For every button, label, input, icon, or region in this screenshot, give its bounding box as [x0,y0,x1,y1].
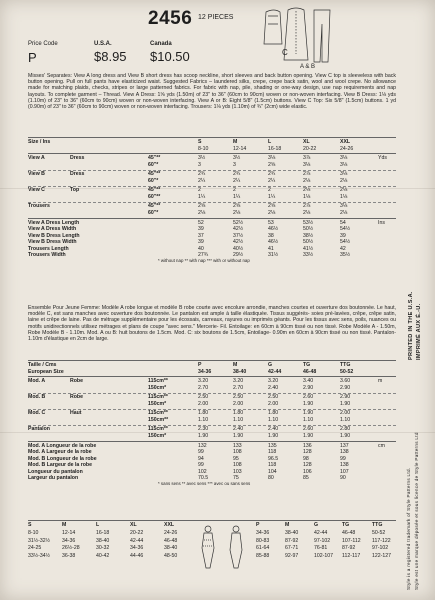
body-measure-value: 38-40 [164,545,178,551]
view-name: Mod. C [28,410,46,416]
pattern-number: 2456 [148,8,193,29]
size-code: XXL [340,139,351,145]
yardage-value: 2⅝ [268,203,276,209]
view-letters-ab: A & B [300,64,316,70]
body-measure-value: 92-97 [285,552,299,559]
yardage-value: 3⅛ [268,155,276,161]
fabric-width: 115cm** [148,410,168,416]
yardage-value: 2⅛ [340,178,348,184]
yardage-value: 3.60 [340,378,351,384]
yardage-value: 2⅛ [340,187,348,193]
yardage-value: 3.40 [303,378,314,384]
body-measure-value: 20-22 [130,530,144,536]
yardage-value: 3⅛ [340,171,348,177]
measure-label: View B Dress Width [28,239,77,246]
body-measure-value: 112-117 [342,552,361,559]
fabric-width: 60"* [148,162,159,168]
canada-label: Canada [150,41,172,47]
size-range: 12-14 [233,146,247,152]
yardage-value: 1.90 [233,433,244,439]
measure-value: 52½ [233,220,244,226]
yardage-value: 2¼ [198,178,206,184]
measure-value: 106 [303,468,312,475]
price-code-label: Price Code [28,41,58,47]
measure-value: 99 [340,455,346,462]
body-measure-value: 33½-34½ [28,552,50,559]
printed-in-usa: PRINTED IN THE U.S.A. [408,291,414,360]
body-measurement-chart [28,520,396,590]
body-measure-value: 87-92 [342,545,356,551]
yardage-value: 2.00 [198,401,209,407]
body-measure-value: 36-38 [62,552,76,559]
measure-value: 41 [268,245,274,252]
yardage-value: 3½ [233,155,241,161]
measure-value: 53 [268,220,274,226]
garment-name: Dress [70,155,85,161]
size-code: XXL [164,522,175,528]
body-measure-value: 107-112 [342,537,361,544]
fabric-width: 115cm** [148,378,168,384]
size-range: 34-36 [198,369,212,375]
yardage-value: 2⅝ [198,203,206,209]
top-back-drawing [264,10,282,44]
fabric-width: 45"** [148,203,161,209]
garment-name: Robe [70,378,83,384]
yardage-value: 2 [268,187,271,193]
view-name: View A [28,155,45,161]
unit: m [378,378,383,384]
view-name: Trousers [28,203,50,209]
yardage-value: 2.90 [340,394,351,400]
measure-label: Mod. B Longueur de la robe [28,455,97,462]
body-measure-value: 16-18 [96,530,110,536]
yardage-value: 2.60 [303,426,314,432]
size-code: P [198,362,202,368]
pieces-count: 12 PIECES [198,14,234,21]
yardage-value: 2⅞ [303,171,311,177]
size-code: M [233,362,238,368]
fabric-width: 115cm** [148,394,168,400]
fabric-width: 60"* [148,210,159,216]
yardage-value: 1⅛ [303,194,311,200]
measure-value: 39 [198,239,204,246]
measure-value: 118 [268,449,277,456]
body-measure-value: 26½-28 [62,545,80,551]
yardage-value: 2.40 [268,385,279,391]
table-rule [28,360,396,361]
view-name: Pantalon [28,426,50,432]
measure-value: 46½ [268,226,279,233]
measure-value: 42½ [233,226,244,233]
measure-value: 132 [198,443,207,449]
nap-note: * without nap ** with nap *** with or without nap [158,258,250,264]
body-measure-value: 34-36 [130,545,144,551]
garment-name: Top [70,187,80,193]
yardage-value: 3 [233,162,236,168]
measure-value: 42½ [233,239,244,246]
french-metrage-table [28,360,396,515]
size-code: XL [303,139,310,145]
marque-note: Style est une marque déposée et sous licence de Style Patterns Ltd [414,432,419,590]
yardage-value: 1.80 [233,410,244,416]
measure-label: Mod. B Largeur de la robe [28,462,92,469]
fabric-width: 150cm* [148,433,167,439]
body-measure-value: 102-107 [314,552,334,559]
fabric-width: 150cm* [148,401,167,407]
measure-value: 102 [198,468,207,475]
yardage-value: 2.30 [198,426,209,432]
measure-label: Largeur du pantalon [28,475,79,481]
yardage-value: 2 [198,187,201,193]
yardage-value: 2.40 [268,426,279,432]
measure-value: 38½ [303,232,314,239]
yardage-value: 2 [233,187,236,193]
measure-value: 94 [198,455,204,462]
yardage-value: 2.90 [340,385,351,391]
unit: Yds [378,155,387,161]
view-letter-c: C [282,48,288,57]
measure-value: 40 [198,245,204,252]
yardage-value: 2.50 [268,394,279,400]
garment-line-drawings [262,4,380,68]
measure-value: 52 [198,220,204,226]
size-range: 16-18 [268,146,282,152]
table-rule [28,153,396,154]
body-measure-value: 61-64 [256,545,270,551]
yardage-value: 2⅝ [233,203,241,209]
table-rule [28,137,396,138]
measure-value: 33½ [303,252,314,258]
nap-note: * sans sens ** avec sens *** avec ou sans sens [158,481,251,487]
measure-value: 138 [340,462,349,469]
body-measure-value: 46-48 [164,537,178,544]
view-name: View C [28,187,45,193]
yardage-value: 1.90 [340,433,351,439]
body-measure-value: 34-36 [62,537,76,544]
size-range: 24-26 [340,146,354,152]
measure-value: 53½ [303,220,314,226]
measure-label: Trousers Width [28,252,66,258]
measure-value: 29½ [233,252,244,258]
measure-value: 35½ [340,252,351,258]
size-code: M [62,522,67,528]
measure-value: 41½ [303,245,314,252]
measure-value: 128 [303,449,312,456]
yardage-value: 2¼ [233,178,241,184]
garment-name: Dress [70,171,85,177]
measure-value: 54 [340,220,346,226]
measure-value: 104 [268,468,277,475]
unit: cm [378,443,385,449]
measure-value: 39 [340,232,346,239]
size-code: P [256,522,260,528]
measure-value: 99 [198,462,204,469]
body-measure-value: 97-102 [314,537,331,544]
yardage-value: 1.90 [198,433,209,439]
measure-value: 50½ [303,239,314,246]
body-measure-value: 44-46 [130,552,144,559]
yardage-value: 2⅞ [303,203,311,209]
size-range: 20-22 [303,146,317,152]
yardage-value: 2.70 [198,385,209,391]
measure-value: 39 [198,226,204,233]
measure-value: 108 [233,462,242,469]
yardage-value: 1.10 [340,417,351,423]
size-range: 38-40 [233,369,247,375]
body-measure-value: 67-71 [285,545,299,551]
measure-label: Mod. A Longueur de la robe [28,443,97,449]
yardage-value: 3.20 [268,378,279,384]
body-measure-value: 80-83 [256,537,270,544]
measure-value: 90 [340,475,346,481]
french-description: Ensemble Pour Jeune Femme: Modèle A robe longue et modèle B robe courte avec encolure arrondie, manches courtes et ouverture dos boutonnée. Le haut, modèle C, est sans manches avec ouverture dos boutonnée. Le pantalon est ample à taille élastiquée. Tissus suggérés- soies pré-lavées, crêpe, crêpe satin, laine et crêpe de laine. Pas de métrage supplémentaire pour les écossais, carreaux, rayures ou imprimés géants. Pour les tissus avec sens, poils, nuances ou motifs unidirectionnels utilisez métrages et plans de coupe "avec sens." Mercerie- Fil. Entoilage: en 60cm à 90cm tissé ou non tissé. Robe Modèle A - 1.50m, Robe Modèle B - 1.10m. Mod. A ou B: huit boutons de 1.5cm. Mod. C: six boutons de 1.5cm, Entoilage- 0.90m en 60cm à 90cm tissé ou non tissé. Pantalon- 1.10m d'élastique en 2cm de large. [28,305,396,343]
yardage-value: 1.80 [198,410,209,416]
measure-value: 138 [340,449,349,456]
size-code: S [28,522,32,528]
measure-value: 108 [233,449,242,456]
body-figure-icons [196,524,256,570]
measure-value: 95 [233,455,239,462]
english-yardage-table [28,137,396,307]
size-code: TG [342,522,350,528]
trousers-drawing [314,10,330,62]
body-measure-value: 42-44 [130,537,144,544]
size-range: 50-52 [340,369,354,375]
yardage-value: 2⅛ [340,210,348,216]
garment-name: Haut [70,410,82,416]
yardage-value: 3½ [198,155,206,161]
measure-label: View A Dress Length [28,220,80,226]
yardage-value: 2.00 [340,410,351,416]
size-code: M [233,139,238,145]
yardage-value: 2.50 [198,394,209,400]
view-name: View B [28,171,45,177]
yardage-value: 2.60 [303,394,314,400]
yardage-value: 2⅛ [303,178,311,184]
body-measure-value: 12-14 [62,530,76,536]
size-code: XL [130,522,137,528]
measure-value: 31½ [268,252,279,258]
size-code: L [268,139,272,145]
measure-value: 80 [268,475,274,481]
body-measure-value: 117-122 [372,537,391,544]
measure-value: 103 [233,468,242,475]
yardage-value: 2.70 [233,385,244,391]
measure-value: 128 [303,462,312,469]
measure-value: 37½ [233,232,244,239]
body-measure-value: 40-42 [96,552,110,559]
yardage-value: 2¼ [268,178,276,184]
table-rule [28,520,396,521]
unit: Ins [378,220,385,226]
size-range: 46-48 [303,369,317,375]
size-range: 8-10 [198,146,209,152]
body-measure-value: 46-48 [342,530,356,536]
measure-value: 98 [303,455,309,462]
size-code: L [96,522,100,528]
size-code: S [198,139,202,145]
measure-value: 40½ [233,245,244,252]
fabric-width: 45"** [148,171,161,177]
measure-label: Longueur du pantalon [28,468,83,475]
yardage-value: 2.90 [303,385,314,391]
body-measure-value: 24-25 [28,545,42,551]
yardage-value: 3 [198,162,201,168]
body-measure-value: 8-10 [28,530,39,536]
yardage-value: 2¾ [268,171,276,177]
table-rule [28,441,396,442]
fabric-width: 60"** [148,194,161,200]
body-measure-value: 30-32 [96,545,110,551]
imprime-aux-eu: IMPRIMÉ AUX É.-U. [416,303,422,360]
body-measure-value: 48-50 [164,552,178,559]
yardage-value: 1.80 [268,410,279,416]
yardage-value: 2.00 [268,401,279,407]
size-label: Size / Ins [28,139,51,145]
body-measure-value: 50-52 [372,530,386,536]
eu-size-label: European Size [28,369,64,375]
yardage-value: 3⅞ [303,155,311,161]
yardage-value: 3⅛ [303,162,311,168]
size-code: M [285,522,290,528]
measure-value: 38 [268,232,274,239]
body-measure-value: 34-36 [256,530,270,536]
size-code: G [268,362,273,368]
yardage-value: 1.90 [268,433,279,439]
body-measure-value: 38-40 [96,537,110,544]
measure-value: 133 [233,443,242,449]
fabric-width: 45"** [148,155,161,161]
body-measure-value: 87-92 [285,537,299,544]
measure-value: 99 [198,449,204,456]
body-measure-value: 85-88 [256,552,270,559]
yardage-value: 3⅛ [340,155,348,161]
yardage-value: 1.90 [340,401,351,407]
yardage-value: 2⅛ [233,210,241,216]
body-measure-value: 31½-32½ [28,537,50,544]
yardage-value: 1⅛ [340,194,348,200]
measure-value: 54½ [340,226,351,233]
size-code: G [314,522,319,528]
body-measure-value: 42-44 [314,530,328,536]
body-measure-value: 38-40 [285,530,299,536]
measure-value: 107 [340,468,349,475]
fabric-width: 150cm* [148,385,167,391]
body-measure-value: 76-81 [314,545,328,551]
measure-value: 118 [268,462,277,469]
canada-price: $10.50 [150,49,190,64]
measure-value: 136 [303,443,312,449]
yardage-value: 1.10 [233,417,244,423]
view-name: Mod. A [28,378,46,384]
measure-value: 46½ [268,239,279,246]
measure-value: 85 [303,475,309,481]
yardage-value: 3.20 [233,378,244,384]
measure-value: 37 [198,232,204,239]
fabric-width: 115cm** [148,426,168,432]
yardage-value: 2.80 [340,426,351,432]
yardage-value: 1.10 [198,417,209,423]
measure-value: 54½ [340,239,351,246]
size-range: 42-44 [268,369,282,375]
yardage-value: 1.10 [268,417,279,423]
fabric-width: 45"** [148,187,161,193]
fabric-width: 60"* [148,178,159,184]
measure-value: 96.5 [268,455,279,462]
yardage-value: 1¼ [198,194,206,200]
yardage-value: 1¼ [233,194,241,200]
body-measure-value: 97-102 [372,545,389,551]
measure-label: Trousers Length [28,245,69,252]
size-code: TTG [372,522,383,528]
measure-value: 75 [233,475,239,481]
yardage-value: 2⅛ [198,210,206,216]
yardage-value: 2¾ [233,171,241,177]
fabric-width: 150cm** [148,417,169,423]
yardage-value: 3.20 [198,378,209,384]
measure-label: View B Dress Length [28,232,80,239]
measure-value: 50½ [303,226,314,233]
yardage-value: 2⅛ [268,210,276,216]
measure-label: Mod. A Largeur de la robe [28,449,92,456]
size-code: TTG [340,362,351,368]
yardage-value: 1.10 [303,417,314,423]
measure-value: 42 [340,245,346,252]
yardage-value: 2⅝ [268,162,276,168]
table-rule [28,218,396,219]
usa-label: U.S.A. [94,41,112,47]
english-description: Misses' Separates: View A long dress and View B short dress has scoop neckline, short sleeves and back button opening. View C top is sleeveless with back button opening. Pull on full pants have elasticized waist. Suggested Fabrics – laundered silks, crepe, crepe back satin, wool and wool crepe. No allowance made for matching plaids, checks, stripes or large patterned fabrics. For fabric with nap, pile, shading or one-way design, use nap requirements and nap layouts. To complete garment – Thread. View A Dress: 1⅝ yds (1.50m) of 23" to 36" (60cm to 90cm) woven or non-woven interfacing. View B Dress: 1⅛ yds (1.10m) of 23" to 36" (60cm to 90cm) woven or non-woven interfacing. View A or B: Eight 5/8" (1.5cm) buttons. View C Top: Six 5/8" (1.5cm) buttons. 1 yd (0.90m) of 23" to 36" (60cm to 90cm) woven or non-woven interfacing. Trousers: 1⅛ yds (1.10m) of ¾" (2cm) wide elastic. [28,73,396,111]
yardage-value: 3⅛ [340,162,348,168]
size-code: TG [303,362,311,368]
yardage-value: 2⅛ [303,187,311,193]
yardage-value: 2.00 [233,401,244,407]
usa-price: $8.95 [94,49,127,64]
size-label: Taille / Cms [28,362,57,368]
measure-value: 27¾ [198,252,209,258]
measure-label: View A Dress Width [28,226,77,233]
view-name: Mod. B [28,394,46,400]
body-measure-value: 122-127 [372,552,392,559]
body-measure-value: 24-26 [164,530,178,536]
table-rule [28,376,396,377]
yardage-value: 3⅛ [340,203,348,209]
yardage-value: 2.40 [233,426,244,432]
yardage-value: 2¾ [198,171,206,177]
trademark-note: Style is a registered trademark of Style Patterns Ltd. [406,467,411,590]
measure-value: 135 [268,443,277,449]
yardage-value: 1.90 [303,401,314,407]
yardage-value: 2.50 [233,394,244,400]
yardage-value: 1.90 [303,433,314,439]
yardage-value: 1.90 [303,410,314,416]
yardage-value: 2⅛ [303,210,311,216]
measure-value: 70.5 [198,475,209,481]
garment-name: Robe [70,394,83,400]
yardage-value: 1¼ [268,194,276,200]
measure-value: 137 [340,443,349,449]
price-code: P [28,50,37,65]
